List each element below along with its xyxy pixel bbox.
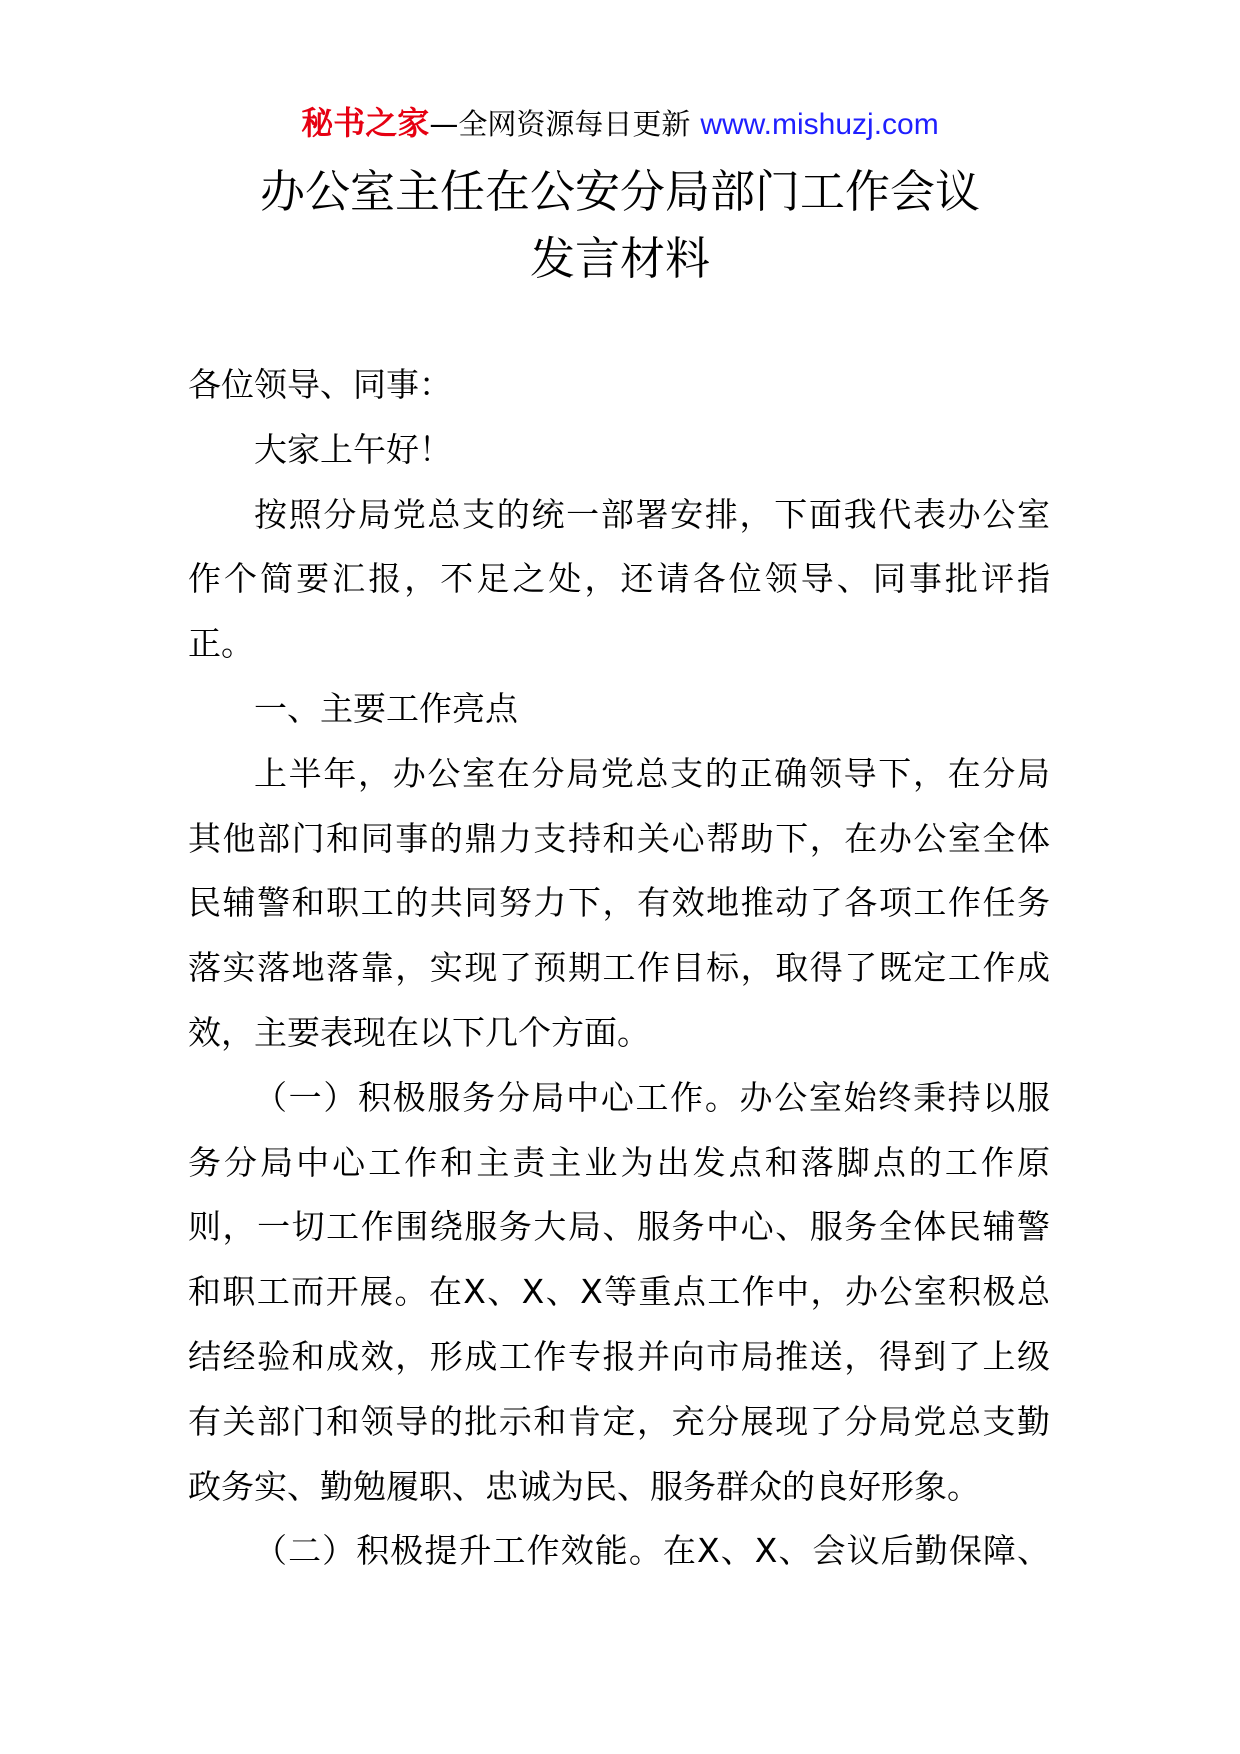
paragraph-line: 按照分局党总支的统一部署安排，下面我代表办公室 <box>254 494 1050 534</box>
paragraph-intro <box>188 483 1050 677</box>
paragraph-line: 则，一切工作围绕服务大局、服务中心、服务全体民辅警 <box>188 1207 1050 1247</box>
paragraph-line: 正。 <box>188 624 254 664</box>
paragraph-line: 作个简要汇报，不足之处，还请各位领导、同事批评指 <box>188 559 1050 599</box>
document-body <box>188 353 1050 1584</box>
paragraph-overview <box>188 742 1050 1066</box>
section-heading-text: 一、主要工作亮点 <box>254 688 518 728</box>
paragraph-line: 民辅警和职工的共同努力下，有效地推动了各项工作任务 <box>188 883 1050 923</box>
paragraph-line: 政务实、勤勉履职、忠诚为民、服务群众的良好形象。 <box>188 1466 980 1506</box>
paragraph-item-2 <box>188 1519 1050 1584</box>
document-title <box>0 158 1240 292</box>
paragraph-line: 结经验和成效，形成工作专报并向市局推送，得到了上级 <box>188 1336 1050 1376</box>
paragraph-line: （一）积极服务分局中心工作。办公室始终秉持以服 <box>254 1077 1050 1117</box>
paragraph-line: 落实落地落靠，实现了预期工作目标，取得了既定工作成 <box>188 948 1050 988</box>
site-banner <box>0 101 1240 145</box>
paragraph-greeting <box>188 418 1050 483</box>
paragraph-line: 和职工而开展。在X、X、X等重点工作中，办公室积极总 <box>188 1272 1050 1312</box>
title-line-1: 办公室主任在公安分局部门工作会议 <box>259 165 980 218</box>
paragraph-line: 上半年，办公室在分局党总支的正确领导下，在分局 <box>254 753 1050 793</box>
paragraph-line: （二）积极提升工作效能。在X、X、会议后勤保障、 <box>254 1531 1050 1571</box>
banner-tagline: —全网资源每日更新 <box>429 107 691 141</box>
site-url-link[interactable]: www.mishuzj.com <box>700 108 939 141</box>
brand-name: 秘书之家 <box>301 104 430 142</box>
section-heading <box>188 677 1050 742</box>
title-line-2: 发言材料 <box>529 232 710 285</box>
paragraph-line: 务分局中心工作和主责主业为出发点和落脚点的工作原 <box>188 1142 1050 1182</box>
paragraph-item-1 <box>188 1066 1050 1520</box>
paragraph-line: 效，主要表现在以下几个方面。 <box>188 1012 650 1052</box>
paragraph-line: 大家上午好！ <box>254 429 452 469</box>
salutation: 各位领导、同事： <box>188 365 452 404</box>
paragraph-line: 其他部门和同事的鼎力支持和关心帮助下，在办公室全体 <box>188 818 1050 858</box>
paragraph-line: 有关部门和领导的批示和肯定，充分展现了分局党总支勤 <box>188 1401 1050 1441</box>
